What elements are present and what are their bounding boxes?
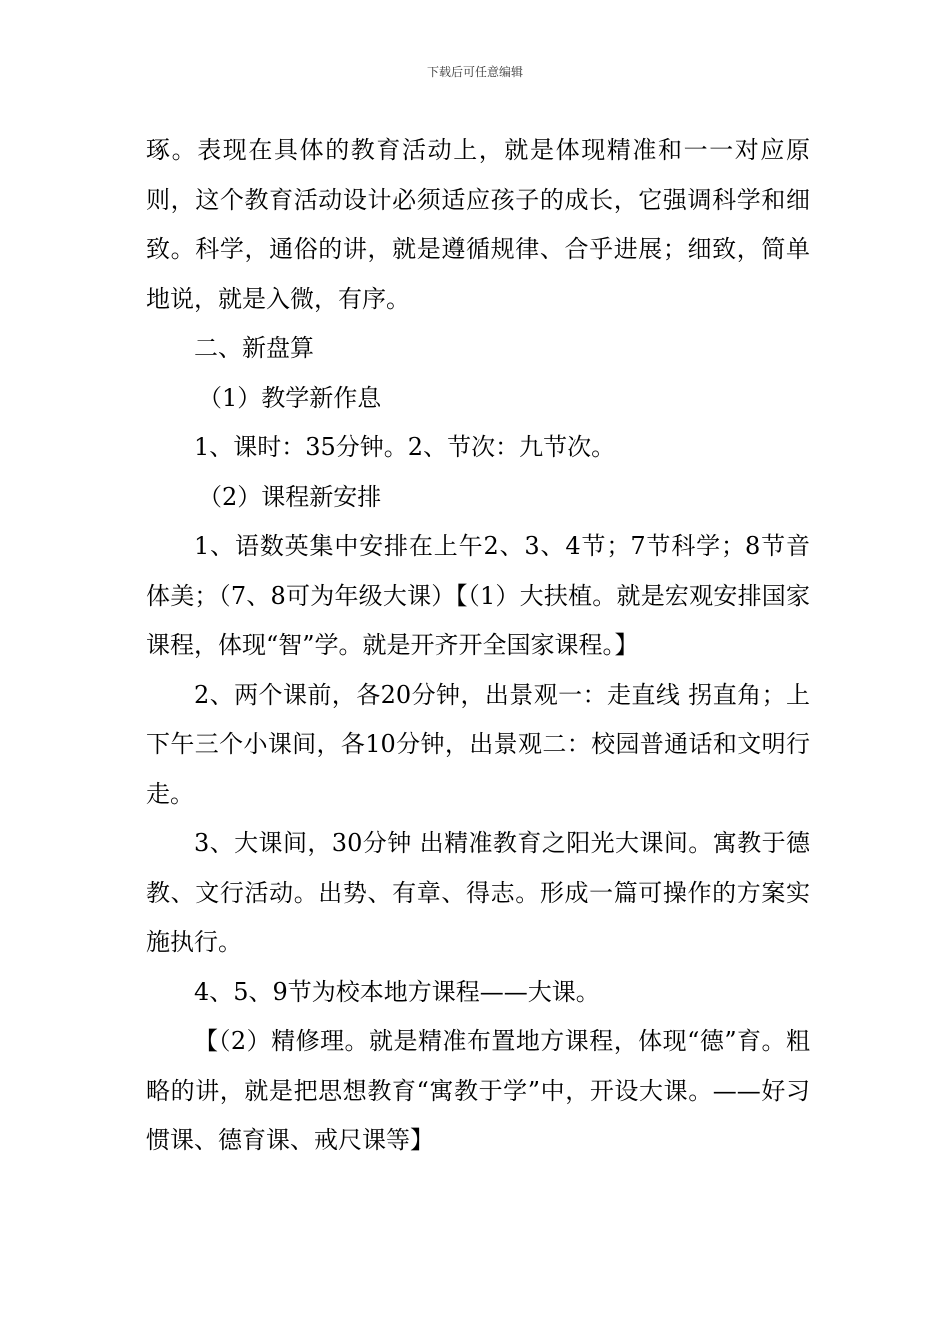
paragraph-curriculum-item-2: 2、两个课前，各20分钟，出景观一：走直线 拐直角；上下午三个小课间，各10分钟，出景观二：校园普通话和文明行走。	[146, 680, 810, 808]
paragraph-continuation: 琢。表现在具体的教育活动上，就是体现精准和一一对应原则，这个教育活动设计必须适应孩子的成长，它强调科学和细致。科学，通俗的讲，就是遵循规律、合乎进展；细致，简单地说，就是入微，有序。	[146, 136, 810, 313]
page-header-note: 下载后可任意编辑	[426, 65, 523, 79]
paragraph-curriculum-item-4: 4、5、9节为校本地方课程——大课。	[194, 977, 600, 1006]
paragraph-curriculum-item-1: 1、语数英集中安排在上午2、3、4节；7节科学；8节音体美；（7、8可为年级大课）【（1）大扶植。就是宏观安排国家课程，体现“智”学。就是开齐开全国家课程。】	[146, 532, 810, 659]
section-heading: 二、新盘算	[194, 334, 314, 362]
paragraph-curriculum-item-3: 3、大课间，30分钟 出精准教育之阳光大课间。寓教于德教、文行活动。出势、有章、得志。形成一篇可操作的方案实施执行。	[146, 829, 810, 956]
document-body	[146, 126, 810, 1166]
subsection-heading-teaching-schedule: （1）教学新作息	[198, 383, 382, 412]
paragraph-class-periods: 1、课时：35分钟。2、节次：九节次。	[194, 433, 616, 461]
subsection-heading-curriculum: （2）课程新安排	[198, 482, 382, 511]
paragraph-curriculum-note: 【（2）精修理。就是精准布置地方课程，体现“德”育。粗略的讲，就是把思想教育“寓教于学”中，开设大课。——好习惯课、德育课、戒尺课等】	[146, 1027, 810, 1154]
